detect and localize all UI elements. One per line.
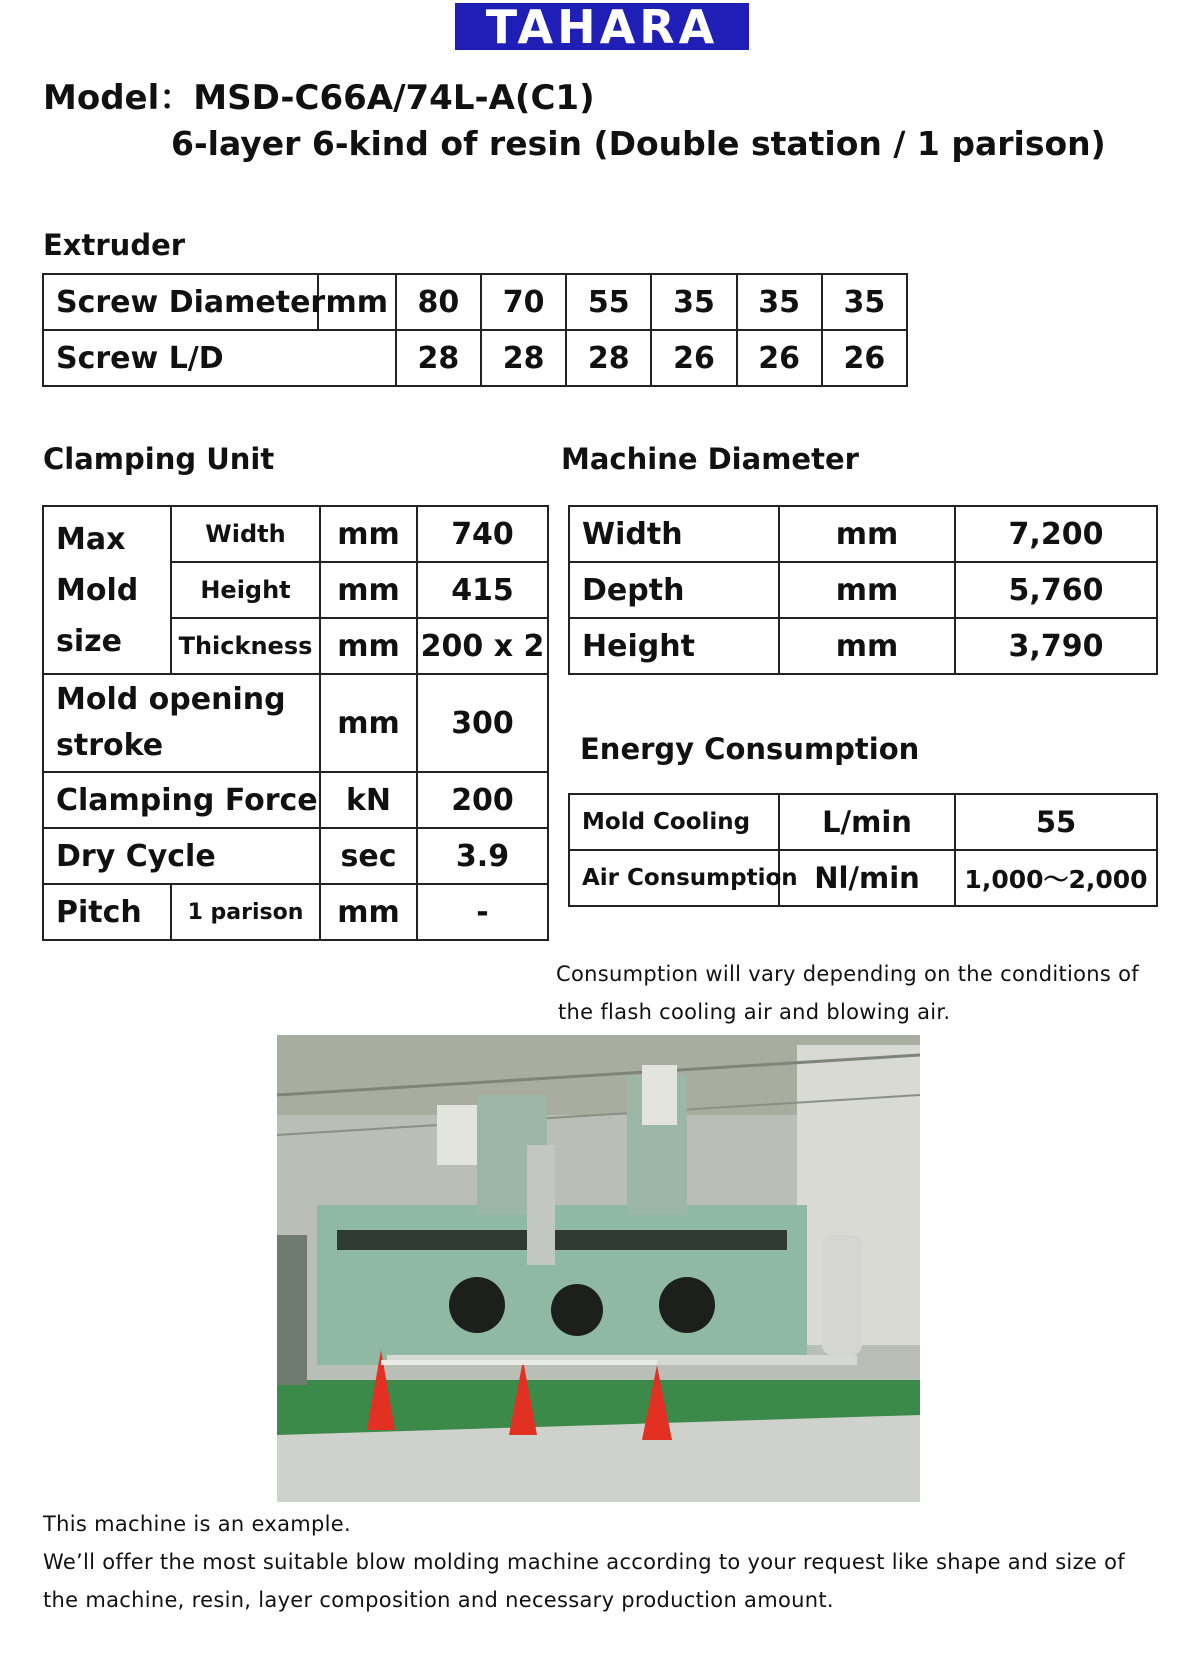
dry-cycle-value: 3.9 bbox=[417, 828, 548, 884]
pitch-sub-label: 1 parison bbox=[171, 884, 320, 940]
clamping-force-label: Clamping Force bbox=[43, 772, 320, 828]
table-row bbox=[43, 772, 548, 828]
table-row bbox=[569, 850, 1157, 906]
extruder-heading: Extruder bbox=[43, 228, 186, 262]
pitch-label: Pitch bbox=[43, 884, 171, 940]
clamping-table bbox=[42, 505, 549, 941]
dry-cycle-label: Dry Cycle bbox=[43, 828, 320, 884]
machine-photo-illustration bbox=[277, 1035, 920, 1502]
screw-diameter-value: 55 bbox=[566, 274, 651, 330]
footer-note bbox=[43, 1505, 1163, 1619]
machine-depth-unit: mm bbox=[779, 562, 955, 618]
pitch-unit: mm bbox=[320, 884, 417, 940]
mold-width-label: Width bbox=[171, 506, 320, 562]
mold-width-value: 740 bbox=[417, 506, 548, 562]
model-subtitle: 6-layer 6-kind of resin (Double station / 1 parison) bbox=[171, 124, 1106, 163]
mold-cooling-value: 55 bbox=[955, 794, 1157, 850]
clamping-force-value: 200 bbox=[417, 772, 548, 828]
model-title: Model：MSD-C66A/74L-A(C1) bbox=[43, 78, 595, 118]
screw-ld-value: 26 bbox=[822, 330, 907, 386]
mold-cooling-label: Mold Cooling bbox=[569, 794, 779, 850]
screw-ld-value: 28 bbox=[481, 330, 566, 386]
screw-ld-value: 28 bbox=[566, 330, 651, 386]
mold-height-unit: mm bbox=[320, 562, 417, 618]
screw-ld-value: 26 bbox=[737, 330, 822, 386]
clamping-force-unit: kN bbox=[320, 772, 417, 828]
screw-diameter-label: Screw Diameter bbox=[43, 274, 318, 330]
consumption-note-line2: the flash cooling air and blowing air. bbox=[558, 1000, 951, 1024]
machine-depth-label: Depth bbox=[569, 562, 779, 618]
max-mold-size-line: Max bbox=[56, 521, 126, 557]
table-row bbox=[569, 562, 1157, 618]
extruder-table bbox=[42, 273, 908, 387]
energy-table bbox=[568, 793, 1158, 907]
table-row bbox=[569, 618, 1157, 674]
screw-ld-value: 26 bbox=[651, 330, 736, 386]
screw-ld-value: 28 bbox=[396, 330, 481, 386]
table-row bbox=[43, 274, 907, 330]
footer-line2: We’ll offer the most suitable blow molding machine according to your request like shape and size of the machine, resin, layer composition and necessary production amount. bbox=[43, 1550, 1125, 1612]
screw-diameter-value: 80 bbox=[396, 274, 481, 330]
clamping-heading: Clamping Unit bbox=[43, 442, 275, 476]
machine-height-label: Height bbox=[569, 618, 779, 674]
air-consumption-unit: Nl/min bbox=[779, 850, 955, 906]
machine-width-unit: mm bbox=[779, 506, 955, 562]
dry-cycle-unit: sec bbox=[320, 828, 417, 884]
mold-opening-line: stroke bbox=[56, 728, 164, 763]
mold-thickness-label: Thickness bbox=[171, 618, 320, 674]
machine-table bbox=[568, 505, 1158, 675]
mold-height-value: 415 bbox=[417, 562, 548, 618]
table-row bbox=[569, 794, 1157, 850]
screw-diameter-value: 70 bbox=[481, 274, 566, 330]
max-mold-size-line: Mold bbox=[56, 572, 139, 608]
machine-height-value: 3,790 bbox=[955, 618, 1157, 674]
consumption-note-line1: Consumption will vary depending on the conditions of bbox=[556, 962, 1139, 986]
screw-diameter-unit: mm bbox=[318, 274, 396, 330]
table-row bbox=[43, 828, 548, 884]
mold-opening-line: Mold opening bbox=[56, 681, 286, 717]
machine-photo bbox=[277, 1035, 920, 1502]
table-row bbox=[43, 884, 548, 940]
table-row bbox=[43, 674, 548, 772]
table-row bbox=[43, 506, 548, 562]
machine-width-value: 7,200 bbox=[955, 506, 1157, 562]
mold-width-unit: mm bbox=[320, 506, 417, 562]
mold-opening-label bbox=[43, 674, 320, 772]
table-row bbox=[569, 506, 1157, 562]
table-row bbox=[43, 330, 907, 386]
tahara-logo: TAHARA bbox=[455, 3, 749, 50]
air-consumption-value: 1,000～2,000 bbox=[955, 850, 1157, 906]
machine-heading: Machine Diameter bbox=[561, 442, 859, 476]
screw-diameter-value: 35 bbox=[822, 274, 907, 330]
energy-heading: Energy Consumption bbox=[580, 732, 920, 766]
pitch-value: - bbox=[417, 884, 548, 940]
mold-opening-unit: mm bbox=[320, 674, 417, 772]
max-mold-size-line: size bbox=[56, 623, 122, 659]
screw-diameter-value: 35 bbox=[651, 274, 736, 330]
mold-cooling-unit: L/min bbox=[779, 794, 955, 850]
machine-depth-value: 5,760 bbox=[955, 562, 1157, 618]
machine-height-unit: mm bbox=[779, 618, 955, 674]
air-consumption-label: Air Consumption bbox=[569, 850, 779, 906]
screw-ld-label: Screw L/D bbox=[43, 330, 396, 386]
max-mold-size-label bbox=[43, 506, 171, 674]
screw-diameter-value: 35 bbox=[737, 274, 822, 330]
mold-thickness-value: 200 x 2 bbox=[417, 618, 548, 674]
mold-opening-value: 300 bbox=[417, 674, 548, 772]
mold-height-label: Height bbox=[171, 562, 320, 618]
footer-line1: This machine is an example. bbox=[43, 1512, 351, 1536]
mold-thickness-unit: mm bbox=[320, 618, 417, 674]
machine-width-label: Width bbox=[569, 506, 779, 562]
